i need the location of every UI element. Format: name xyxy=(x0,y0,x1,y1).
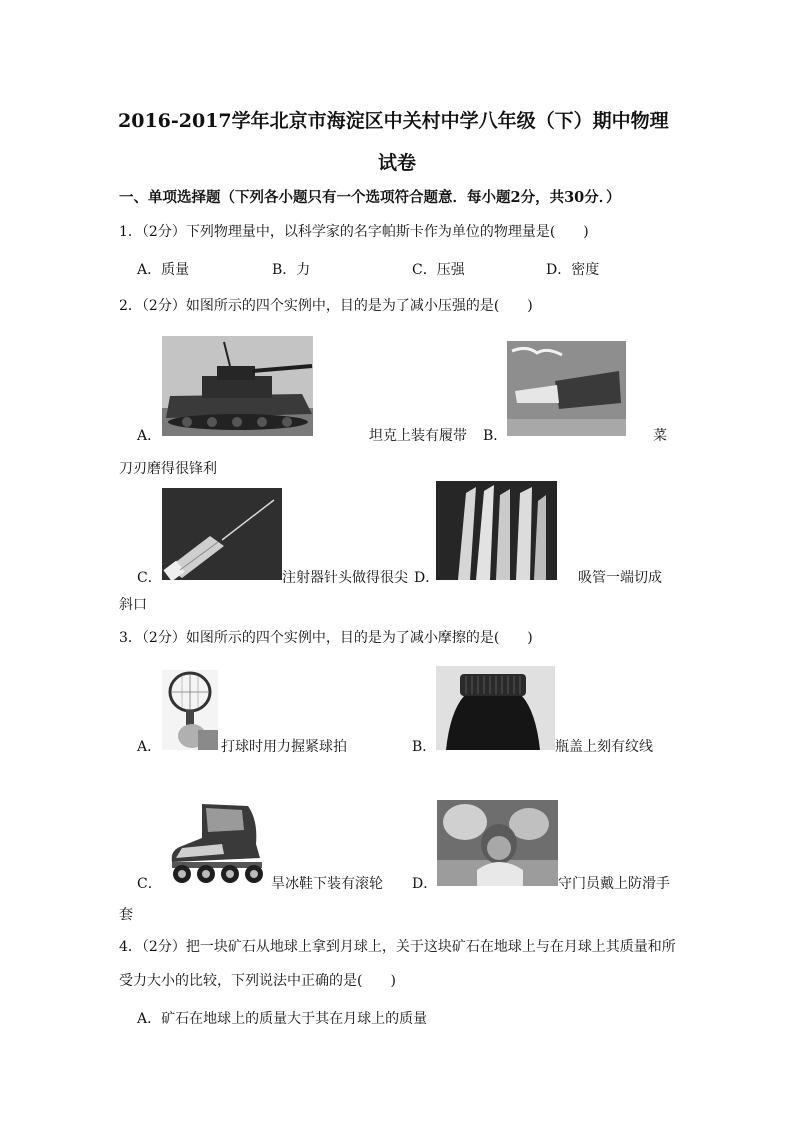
question-3-option-d-text-2: 套 xyxy=(119,907,133,923)
question-3-option-b-text: 瓶盖上刻有纹线 xyxy=(555,739,653,755)
question-1-option-b: B．力 xyxy=(272,262,311,278)
question-2-option-a-letter: A． xyxy=(137,428,162,444)
question-3-option-c-text: 旱冰鞋下装有滚轮 xyxy=(271,876,383,892)
goalkeeper-gloves-image xyxy=(437,800,558,886)
question-4-option-a: A．矿石在地球上的质量大于其在月球上的质量 xyxy=(137,1011,428,1027)
section-header-single-choice: 一、单项选择题（下列各小题只有一个选项符合题意．每小题2分，共30分．） xyxy=(119,189,621,206)
bottle-cap-image xyxy=(436,666,555,750)
roller-skate-image xyxy=(162,800,270,885)
question-1-option-a: A．质量 xyxy=(137,262,190,278)
question-1-option-c: C．压强 xyxy=(412,262,465,278)
kitchen-knife-image xyxy=(507,341,626,436)
question-3-option-c-letter: C． xyxy=(137,876,162,892)
drinking-straws-image xyxy=(436,481,557,580)
question-1-stem: 1．（2分）下列物理量中，以科学家的名字帕斯卡作为单位的物理量是( ) xyxy=(119,224,589,240)
page-title-line1: 2016-2017学年北京市海淀区中关村中学八年级（下）期中物理 xyxy=(118,110,669,132)
question-4-stem-line2: 受力大小的比较，下列说法中正确的是( ) xyxy=(119,973,396,989)
question-2-option-c-letter: C． xyxy=(137,570,162,586)
question-2-option-d-text-2: 斜口 xyxy=(119,597,147,613)
question-4-stem-line1: 4．（2分）把一块矿石从地球上拿到月球上，关于这块矿石在地球上与在月球上其质量和所 xyxy=(119,939,676,955)
question-2-option-b-letter: B． xyxy=(483,428,508,444)
question-2-option-b-text-1: 菜 xyxy=(653,428,667,444)
question-3-option-b-letter: B． xyxy=(412,739,437,755)
question-3-option-a-letter: A． xyxy=(137,739,162,755)
tennis-racket-image xyxy=(162,670,218,750)
question-1-option-d: D．密度 xyxy=(546,262,600,278)
question-3-stem: 3．（2分）如图所示的四个实例中，目的是为了减小摩擦的是( ) xyxy=(119,630,533,646)
question-2-option-d-letter: D． xyxy=(414,570,440,586)
question-3-option-d-text-1: 守门员戴上防滑手 xyxy=(558,876,670,892)
question-2-option-c-text: 注射器针头做得很尖 xyxy=(282,570,408,586)
question-2-option-d-text-1: 吸管一端切成 xyxy=(578,570,662,586)
question-3-option-d-letter: D． xyxy=(412,876,438,892)
question-2-option-b-text-2: 刀刃磨得很锋利 xyxy=(119,461,217,477)
syringe-image xyxy=(162,488,282,580)
page-title-line2: 试卷 xyxy=(378,152,417,174)
question-3-option-a-text: 打球时用力握紧球拍 xyxy=(221,739,347,755)
tank-image xyxy=(162,336,313,436)
question-2-stem: 2．（2分）如图所示的四个实例中，目的是为了减小压强的是( ) xyxy=(119,298,533,314)
question-2-option-a-text: 坦克上装有履带 xyxy=(369,428,467,444)
